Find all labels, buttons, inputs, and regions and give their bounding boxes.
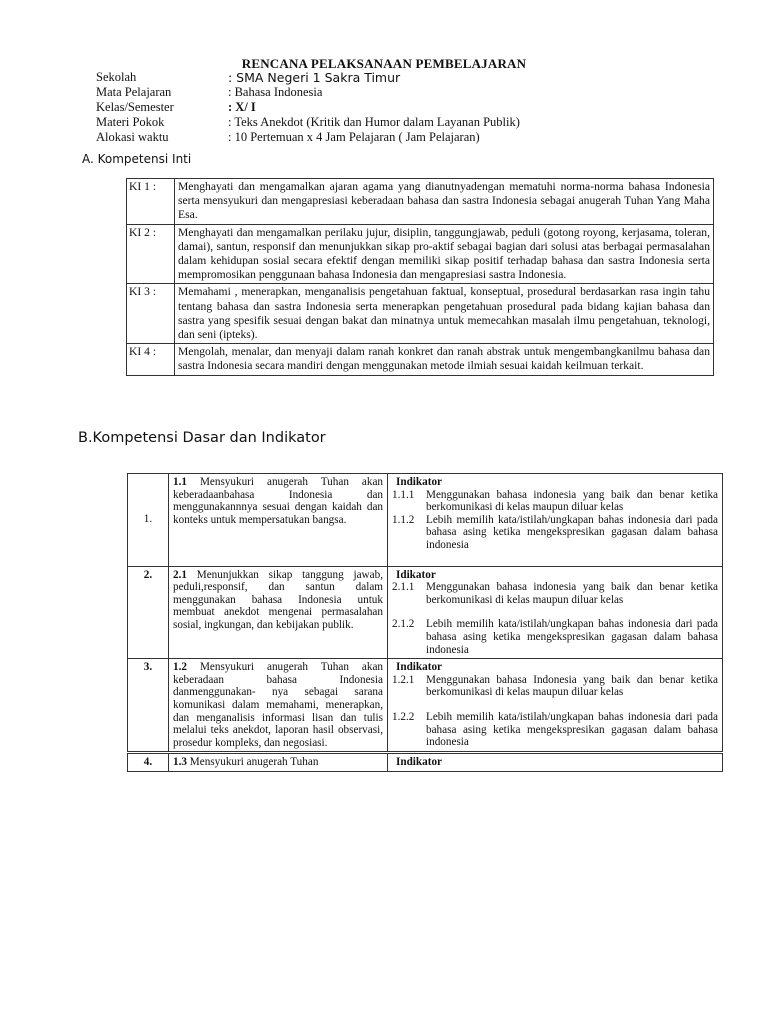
meta-label: Kelas/Semester bbox=[96, 100, 174, 114]
core-competency-table bbox=[126, 178, 714, 376]
table-row bbox=[127, 344, 714, 375]
row-number: 4. bbox=[128, 753, 169, 772]
ki-label: KI 1 : bbox=[127, 179, 175, 225]
meta-row-school bbox=[96, 70, 520, 85]
meta-label: Alokasi waktu bbox=[96, 130, 169, 144]
meta-row-topic bbox=[96, 115, 520, 130]
indicator-heading: Idikator bbox=[396, 568, 436, 581]
table-row bbox=[127, 224, 714, 284]
indicator-text: Lebih memilih kata/istilah/ungkapan bahas indonesia dari pada bahasa asing ketika mengekspresikan gagasan dalam bahasa indonesia bbox=[426, 513, 718, 551]
kd-text: Menunjukkan sikap tanggung jawab, peduli,responsif, dan santun dalam menggunakan bahasa Indonesia untuk membuat anekdot mengenai permasalahan sosial, ingkungan, dan kebijakan publik. bbox=[173, 568, 383, 631]
indicator-item bbox=[392, 581, 718, 606]
table-row bbox=[127, 179, 714, 225]
indicator-cell bbox=[388, 474, 723, 567]
indicator-item bbox=[392, 514, 718, 552]
kd-text: Mensyukuri anugerah Tuhan akan keberadaanbahasa Indonesia dan menggunakannnya sesuai dengan kaidah dan konteks untuk mempersatukan bangsa. bbox=[173, 476, 383, 526]
meta-value: : 10 Pertemuan x 4 Jam Pelajaran ( Jam Pelajaran) bbox=[228, 130, 480, 144]
indicator-text: Lebih memilih kata/istilah/ungkapan bahas indonesia dari pada bahasa asing ketika mengekspresikan gagasan dalam bahasa indonesia bbox=[426, 710, 718, 749]
ki-text: Menghayati dan mengamalkan perilaku jujur, disiplin, tanggungjawab, peduli (gotong royong, kerjasama, toleran, damai), santun, responsif dan menunjukkan sikap pro-aktif sebagai bagian dari solusi atas berbagai permasalahan dalam kehidupan sosial secara efektif dengan memiliki sikap positif terhadap bahasa dan sastra Indonesia serta mempromosikan penggunaan bahasa Indonesia dan mengapresiasi sastra Indonesia. bbox=[175, 224, 714, 284]
kd-code: 1.2 bbox=[173, 661, 187, 674]
indicator-code: 1.2.2 bbox=[392, 710, 415, 723]
table-row bbox=[128, 753, 723, 772]
meta-row-subject bbox=[96, 85, 520, 100]
indicator-text: Menggunakan bahasa indonesia yang baik dan benar ketika berkomunikasi di kelas maupun diluar kelas bbox=[426, 488, 718, 514]
meta-label: Materi Pokok bbox=[96, 115, 165, 129]
table-row bbox=[128, 474, 723, 567]
indicator-text: Menggunakan bahasa Indonesia yang baik dan benar ketika berkomunikasi di kelas maupun diluar kelas bbox=[426, 673, 718, 699]
indicator-heading: Indikator bbox=[396, 661, 443, 674]
indicator-item bbox=[392, 674, 718, 699]
indicator-code: 1.2.1 bbox=[392, 673, 415, 686]
kd-text: Mensyukuri anugerah Tuhan akan keberadaan bahasa Indonesia danmenggunakan- nya sebagai sarana komunikasi dalam memahami, menerapkan, dan menganalisis informasi lisan dan tulis melalui teks anekdot, laporan hasil observasi, prosedur kompleks, dan negosiasi. bbox=[173, 661, 383, 749]
indicator-code: 2.1.2 bbox=[392, 618, 415, 631]
indicator-heading: Indikator bbox=[396, 476, 443, 488]
meta-row-class bbox=[96, 100, 520, 115]
kd-code: 2.1 bbox=[173, 568, 187, 581]
row-number: 1. bbox=[128, 474, 169, 567]
indicator-item bbox=[392, 618, 718, 656]
ki-label: KI 2 : bbox=[127, 224, 175, 284]
indicator-cell bbox=[388, 753, 723, 772]
ki-text: Memahami , menerapkan, menganalisis pengetahuan faktual, konseptual, prosedural berdasarkan rasa ingin tahu tentang bahasa dan sastra Indonesia serta menerapkan pengetahuan prosedural pada bidang kajian bahasa dan sastra yang spesifik sesuai dengan bakat dan minatnya untuk memecahkan masalah ilmu pengetahuan, teknologi, dan seni (ipteks). bbox=[175, 284, 714, 344]
kd-code: 1.3 bbox=[173, 756, 187, 769]
basic-competency-table bbox=[127, 473, 723, 772]
meta-value: : X/ I bbox=[228, 100, 256, 114]
meta-value: : SMA Negeri 1 Sakra Timur bbox=[228, 70, 401, 85]
document-title: RENCANA PELAKSANAAN PEMBELAJARAN bbox=[241, 56, 527, 71]
kd-text: Mensyukuri anugerah Tuhan bbox=[186, 756, 319, 769]
ki-label: KI 3 : bbox=[127, 284, 175, 344]
kd-cell bbox=[169, 659, 388, 753]
ki-text: Mengolah, menalar, dan menyaji dalam ranah konkret dan ranah abstrak untuk mengembangkanilmu bahasa dan sastra Indonesia secara mandiri dengan menggunakan metode ilmiah sesuai kaidah keilmuan terkait. bbox=[175, 344, 714, 375]
meta-value: : Bahasa Indonesia bbox=[228, 85, 323, 99]
indicator-heading: Indikator bbox=[396, 756, 443, 769]
kd-code: 1.1 bbox=[173, 476, 187, 488]
kd-cell bbox=[169, 566, 388, 659]
row-number: 3. bbox=[128, 659, 169, 753]
indicator-item bbox=[392, 489, 718, 514]
indicator-code: 1.1.2 bbox=[392, 513, 415, 526]
indicator-text: Lebih memilih kata/istilah/ungkapan bahas indonesia dari pada bahasa asing ketika mengekspresikan gagasan dalam bahasa indonesia bbox=[426, 618, 718, 656]
table-row bbox=[128, 659, 723, 753]
row-number: 2. bbox=[128, 566, 169, 659]
table-row bbox=[128, 566, 723, 659]
indicator-cell bbox=[388, 566, 723, 659]
indicator-code: 2.1.1 bbox=[392, 581, 415, 594]
indicator-cell bbox=[388, 659, 723, 753]
kd-cell bbox=[169, 753, 388, 772]
kd-cell bbox=[169, 474, 388, 567]
document-meta bbox=[96, 70, 520, 145]
meta-row-time bbox=[96, 130, 520, 145]
meta-value: : Teks Anekdot (Kritik dan Humor dalam Layanan Publik) bbox=[228, 115, 520, 129]
section-b-heading: B.Kompetensi Dasar dan Indikator bbox=[78, 430, 326, 446]
indicator-code: 1.1.1 bbox=[392, 488, 415, 501]
meta-label: Mata Pelajaran bbox=[96, 85, 172, 99]
meta-label: Sekolah bbox=[96, 70, 137, 84]
ki-text: Menghayati dan mengamalkan ajaran agama yang dianutnyadengan mematuhi norma-norma bahasa Indonesia serta mensyukuri dan mengapresiasi keberadaan bahasa dan sastra Indonesia sebagai anugerah Tuhan Yang Maha Esa. bbox=[175, 179, 714, 225]
table-row bbox=[127, 284, 714, 344]
indicator-text: Menggunakan bahasa indonesia yang baik dan benar ketika berkomunikasi di kelas maupun diluar kelas bbox=[426, 581, 718, 606]
section-a-heading: A. Kompetensi Inti bbox=[82, 152, 192, 166]
indicator-item bbox=[392, 711, 718, 749]
ki-label: KI 4 : bbox=[127, 344, 175, 375]
